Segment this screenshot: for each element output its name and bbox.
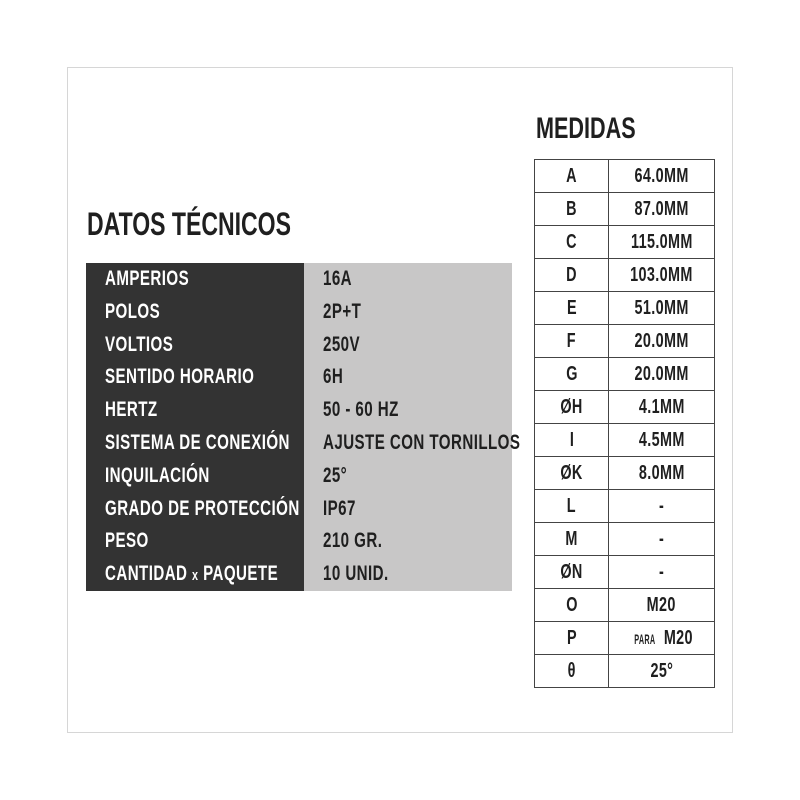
spec-row-sistema-de-conexion [86,427,521,460]
medida-key: A [566,164,578,187]
medida-row [535,424,715,457]
medida-row [535,523,715,556]
spec-value: 16A [323,267,353,290]
medida-row [535,490,715,523]
spec-label: SENTIDO HORARIO [105,365,255,389]
medida-value: 8.0MM [638,461,685,484]
medida-row [535,358,715,391]
spec-label: PESO [105,529,149,553]
medidas-title: MEDIDAS [536,112,636,145]
medida-value: 51.0MM [634,296,689,319]
medida-row [535,589,715,622]
medida-value: 87.0MM [634,197,689,220]
medidas-table [534,159,715,688]
medida-key: E [566,296,577,319]
medida-value: 20.0MM [634,362,689,385]
spec-row-inquilacion [86,460,512,493]
spec-row-hertz [86,394,512,427]
medida-value-main: M20 [663,626,693,649]
medida-value: M20 [647,593,677,616]
medida-value: 20.0MM [634,329,689,352]
medida-key: I [569,428,574,451]
spec-value: 210 GR. [323,529,383,553]
spec-label: VOLTIOS [105,332,174,356]
spec-label: POLOS [105,299,161,323]
datos-tecnicos-title: DATOS TÉCNICOS [87,206,291,242]
spec-row-peso [86,525,512,558]
medida-row [535,325,715,358]
spec-label: AMPERIOS [105,267,190,290]
spec-value: 2P+T [323,299,362,323]
medida-row [535,622,715,655]
medida-row [535,655,715,688]
spec-row-amperios [86,263,512,296]
medida-key: P [566,626,577,649]
spec-label [105,558,278,593]
spec-label-x: x [192,567,199,585]
medida-key: F [567,329,577,352]
spec-value: 250V [323,332,361,356]
medida-row [535,292,715,325]
medida-value: 4.5MM [638,428,685,451]
medida-key: D [566,263,578,286]
specs-table [86,263,521,591]
medida-key: G [565,362,578,385]
spec-value: 10 UNID. [323,562,389,586]
medida-key: M [565,527,578,550]
medida-value [630,627,693,650]
medida-key: ØN [560,560,583,583]
medida-key: O [565,593,578,616]
medida-key: C [566,230,578,253]
spec-label: SISTEMA DE CONEXIÓN [105,431,290,454]
spec-label: HERTZ [105,398,158,422]
medida-value: 4.1MM [638,395,685,418]
medida-row [535,193,715,226]
medida-value: - [659,560,665,583]
spec-label-part: CANTIDAD [105,562,193,586]
spec-row-grado-de-proteccion [86,493,512,526]
medida-key: L [567,494,577,517]
spec-value: AJUSTE CON TORNILLOS [323,431,521,454]
medida-row [535,391,715,424]
medida-value: 115.0MM [630,230,693,253]
spec-value: IP67 [323,496,356,520]
medida-key: θ [567,659,576,682]
spec-value: 25° [323,463,348,487]
medida-key: ØH [560,395,583,418]
spec-label: GRADO DE PROTECCIÓN [105,496,300,520]
medida-row [535,226,715,259]
spec-label: INQUILACIÓN [105,463,210,487]
medida-row [535,457,715,490]
medida-row [535,160,715,193]
medida-row [535,556,715,589]
medida-value: 64.0MM [634,164,689,187]
medida-value: 25° [650,659,674,682]
medida-row [535,259,715,292]
medida-value: - [659,527,665,550]
spec-value: 50 - 60 HZ [323,398,399,422]
medida-value: 103.0MM [630,263,693,286]
spec-row-sentido-horario [86,361,512,394]
spec-value: 6H [323,365,344,389]
medida-value: - [659,494,665,517]
spec-row-cantidad-x-paquete [86,558,512,591]
spec-row-voltios [86,329,512,362]
medida-key: B [566,197,578,220]
spec-label-part: PAQUETE [198,562,279,586]
medida-key: ØK [560,461,583,484]
spec-row-polos [86,296,512,329]
medida-value-prefix: PARA [634,630,656,647]
